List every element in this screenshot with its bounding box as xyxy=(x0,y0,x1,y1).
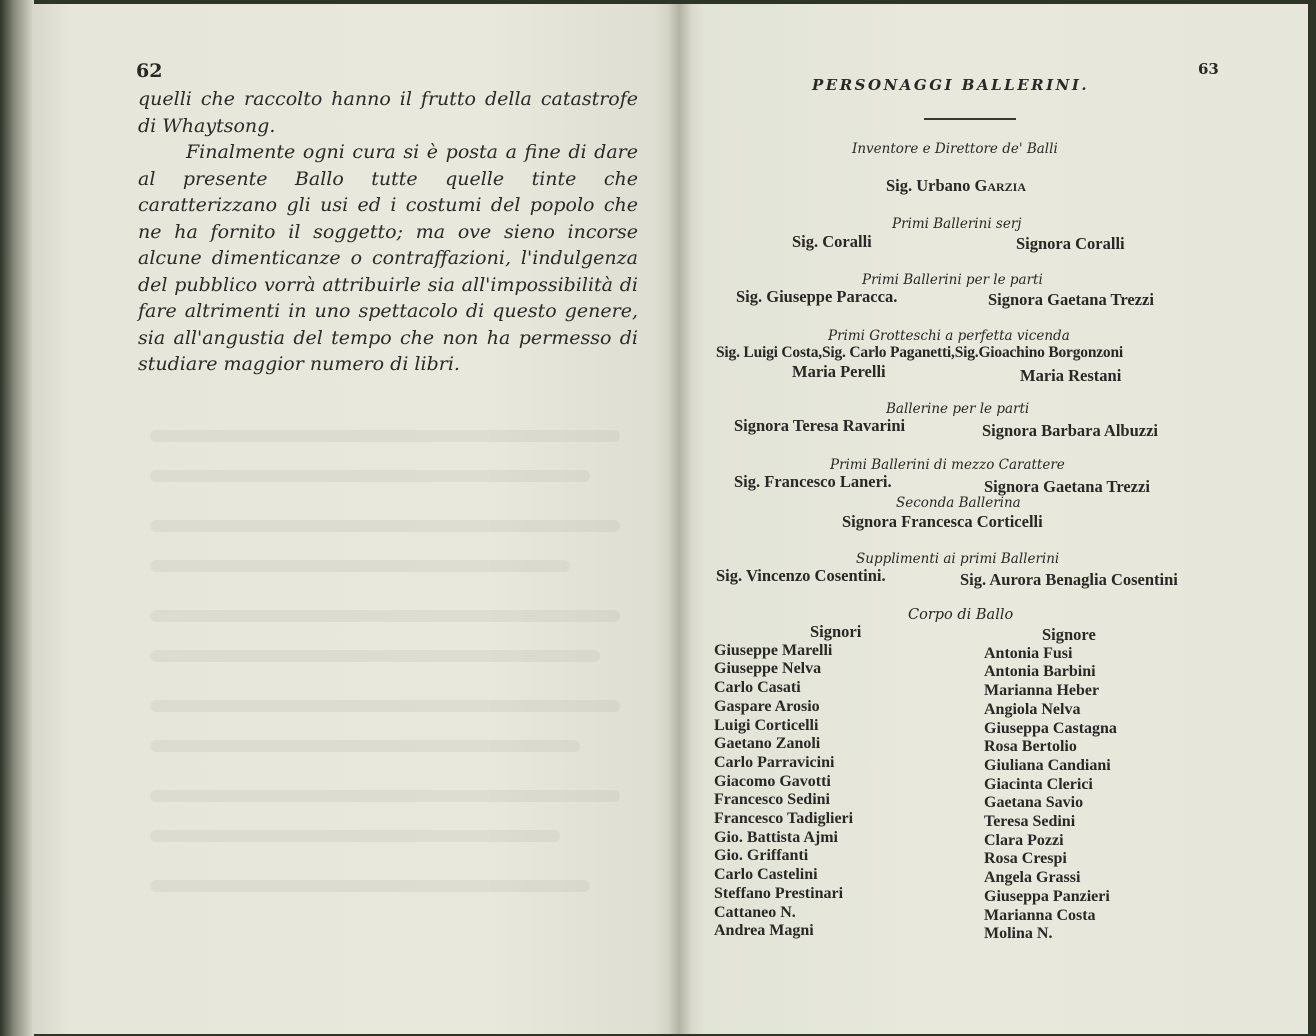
dancer-name: Sig. Aurora Benaglia Cosentini xyxy=(960,570,1178,589)
list-item: Giacinta Clerici xyxy=(984,775,1093,793)
dancer-name: Maria Perelli xyxy=(792,362,886,381)
list-item: Giacomo Gavotti xyxy=(714,772,831,790)
list-item: Cattaneo N. xyxy=(714,903,796,921)
show-through xyxy=(150,650,600,662)
dancer-name: Signora Gaetana Trezzi xyxy=(988,290,1154,309)
sub-heading: Seconda Ballerina xyxy=(896,495,1021,511)
dancer-name: Signora Teresa Ravarini xyxy=(734,416,906,435)
dancer-name: Sig. Coralli xyxy=(792,232,872,251)
section-heading: Ballerine per le parti xyxy=(886,401,1030,417)
list-item: Giuliana Candiani xyxy=(984,756,1111,774)
list-item: Steffano Prestinari xyxy=(714,884,844,902)
list-item: Giuseppa Panzieri xyxy=(984,887,1110,905)
dancer-name: Signora Francesca Corticelli xyxy=(842,512,1043,531)
show-through xyxy=(150,740,580,752)
list-item: Carlo Casati xyxy=(714,679,801,697)
list-item: Antonia Barbini xyxy=(984,663,1096,681)
list-item: Gaetano Zanoli xyxy=(714,735,821,753)
section-heading: Corpo di Ballo xyxy=(908,607,1014,623)
section-heading: Primi Ballerini serj xyxy=(892,216,1022,232)
list-item: Gaetana Savio xyxy=(984,794,1084,812)
list-item: Giuseppa Castagna xyxy=(984,719,1117,737)
section-heading: Supplimenti ai primi Ballerini xyxy=(856,551,1060,567)
list-item: Carlo Parravicini xyxy=(714,753,835,771)
dancer-name: Sig. Vincenzo Cosentini. xyxy=(716,566,886,585)
dancer-names-line: Sig. Luigi Costa,Sig. Carlo Paganetti,Sig.Gioachino Borgonzoni xyxy=(716,344,1124,361)
list-item: Francesco Tadiglieri xyxy=(714,810,854,828)
section-heading: Primi Ballerini per le parti xyxy=(862,272,1043,288)
list-item: Giuseppe Nelva xyxy=(714,660,822,678)
list-item: Francesco Sedini xyxy=(714,791,830,809)
list-item: Gio. Battista Ajmi xyxy=(714,828,838,846)
inventore-name: Sig. Urbano Garzia xyxy=(886,176,1026,195)
page-number-left: 62 xyxy=(136,60,163,82)
show-through xyxy=(150,560,570,572)
dancer-name: Signora Gaetana Trezzi xyxy=(984,477,1150,496)
list-item: Angiola Nelva xyxy=(984,700,1081,718)
list-item: Marianna Heber xyxy=(984,682,1100,700)
column-header: Signore xyxy=(1042,625,1096,644)
section-heading: Primi Grotteschi a perfetta vicenda xyxy=(828,328,1070,344)
book-edge xyxy=(0,0,34,1036)
show-through xyxy=(150,610,620,622)
show-through xyxy=(150,880,590,892)
dancer-name: Signora Coralli xyxy=(1016,234,1125,253)
list-item: Luigi Corticelli xyxy=(714,716,819,734)
show-through xyxy=(150,830,560,842)
title-rule xyxy=(924,118,1016,120)
left-page-text xyxy=(138,86,638,378)
list-item: Molina N. xyxy=(984,925,1053,943)
list-item: Clara Pozzi xyxy=(984,831,1064,849)
list-item: Teresa Sedini xyxy=(984,813,1076,831)
paragraph: Finalmente ogni cura si è posta a fine di dare al presente Ballo tutte quelle tinte che caratterizzano gli usi ed i costumi del popolo che ne ha fornito il soggetto; ma ove sieno incorse alcune dimenticanze o contraffazioni, l'indulgenza del pubblico vorrà attribuirle sia all'impossibilità di fare altrimenti in uno spettacolo di questo genere, sia all'angustia del tempo che non ha permesso di studiare maggior numero di libri. xyxy=(138,141,638,375)
dancer-name: Maria Restani xyxy=(1020,366,1122,385)
list-item: Marianna Costa xyxy=(984,906,1096,924)
signori-column xyxy=(714,623,861,941)
page-title: PERSONAGGI BALLERINI. xyxy=(812,76,1090,94)
list-item: Andrea Magni xyxy=(714,922,814,940)
list-item: Carlo Castelini xyxy=(714,866,818,884)
show-through xyxy=(150,470,590,482)
spine-shadow xyxy=(668,4,692,1034)
list-item: Rosa Bertolio xyxy=(984,738,1077,756)
show-through xyxy=(150,700,620,712)
column-header: Signori xyxy=(810,622,862,641)
show-through xyxy=(150,790,620,802)
paragraph: quelli che raccolto hanno il frutto della catastrofe di Whaytsong. xyxy=(138,88,638,137)
dancer-name: Signora Barbara Albuzzi xyxy=(982,421,1159,440)
section-heading: Inventore e Direttore de' Balli xyxy=(852,141,1058,157)
show-through xyxy=(150,430,620,442)
list-item: Antonia Fusi xyxy=(984,644,1073,662)
list-item: Angela Grassi xyxy=(984,869,1081,887)
list-item: Gio. Griffanti xyxy=(714,847,809,865)
show-through xyxy=(150,520,620,532)
signore-column xyxy=(984,626,1117,944)
dancer-name: Sig. Francesco Laneri. xyxy=(734,472,892,491)
list-item: Giuseppe Marelli xyxy=(714,641,833,659)
section-heading: Primi Ballerini di mezzo Carattere xyxy=(830,457,1065,473)
dancer-name: Sig. Giuseppe Paracca. xyxy=(736,287,898,306)
list-item: Gaspare Arosio xyxy=(714,697,820,715)
page-number-right: 63 xyxy=(1198,60,1219,78)
list-item: Rosa Crespi xyxy=(984,850,1067,868)
